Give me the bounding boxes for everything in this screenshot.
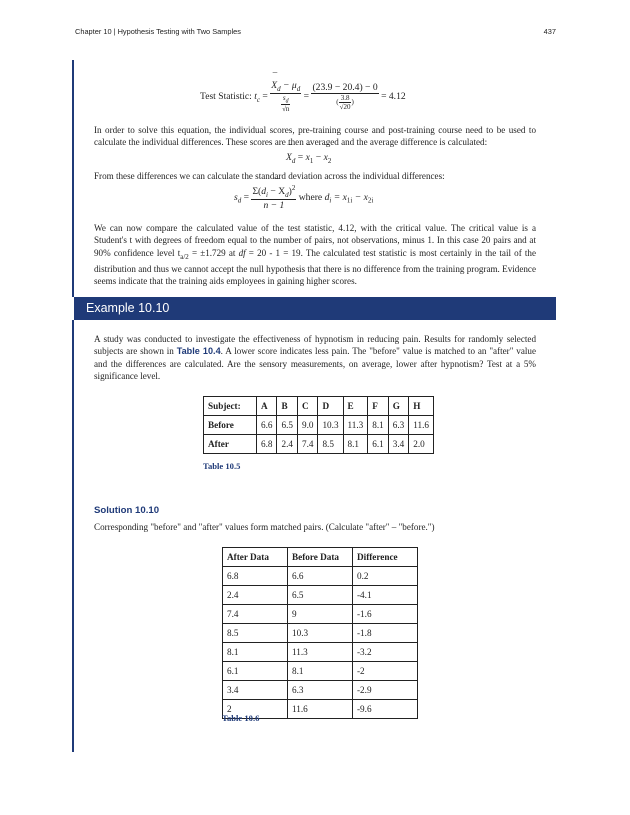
s-symbol: s [282, 93, 286, 102]
table-cell: 9 [288, 605, 353, 624]
test-statistic-equation [200, 80, 406, 113]
solution-text: Corresponding "before" and "after" values form matched pairs. (Calculate "after" – "before.") [94, 522, 435, 532]
table-cell: C [297, 397, 317, 416]
minus-xbar: ¯ − X [268, 186, 285, 197]
section-rule-bottom [72, 320, 74, 752]
table-cell: 6.5 [288, 586, 353, 605]
table-cell: 11.3 [343, 416, 368, 435]
table-cell: F [368, 397, 388, 416]
x2-sub: 2 [327, 156, 332, 165]
s-value: 3.8 [339, 94, 352, 103]
mu-term: − μ [283, 80, 297, 91]
table-cell: -9.6 [353, 700, 418, 719]
squared: 2 [291, 184, 296, 192]
conclusion-part-2: = ±1.729 at [188, 247, 239, 258]
table-cell: 6.3 [288, 681, 353, 700]
table-cell: 6.6 [288, 567, 353, 586]
xbar-sub: d [285, 191, 289, 200]
x1-symbol: ¯ x [306, 152, 310, 163]
x1i-sub: 1i [346, 196, 353, 205]
table-cell: D [318, 397, 343, 416]
t-symbol: t [254, 90, 257, 102]
table-cell: E [343, 397, 368, 416]
calc-numerator: (23.9 − 20.4) − 0 [312, 82, 378, 94]
table-cell: 10.3 [318, 416, 343, 435]
d-subscript: d [277, 84, 281, 93]
table-cell: 8.5 [223, 624, 288, 643]
table-row [204, 416, 434, 435]
example-banner: Example 10.10 [74, 297, 556, 320]
test-statistic-label: Test Statistic: [200, 90, 252, 102]
table-cell: H [409, 397, 434, 416]
table-cell: 3.4 [388, 435, 408, 454]
conclusion-part-1: We can now compare the calculated value of the test statistic, 4.12, with the critical value. The critical value is a Student's t with degrees of freedom equal to the number of pairs, not observations, minus 1. In this case 20 pairs and at 90% confidence level t [94, 223, 536, 258]
equals-sign-2: = [303, 90, 310, 102]
table-cell: 6.1 [223, 662, 288, 681]
table-cell: 7.4 [223, 605, 288, 624]
d-i-sub: i [329, 196, 332, 205]
table-row [223, 548, 418, 567]
table-row [223, 567, 418, 586]
table-row [204, 397, 434, 416]
table-10-6-caption: Table 10.6 [222, 713, 260, 723]
df-symbol: df [238, 247, 246, 258]
table-cell: -2 [353, 662, 418, 681]
table-cell: -4.1 [353, 586, 418, 605]
d-i-symbol: d [324, 191, 330, 203]
x1i-symbol: = x [333, 191, 347, 203]
symbolic-fraction [270, 80, 301, 113]
sd-symbol: s [234, 191, 238, 203]
section-rule-top [72, 60, 74, 297]
table-cell: 6.6 [257, 416, 277, 435]
t-alpha-subscript: a/2 [180, 252, 189, 261]
sd-eq-sign: = [243, 191, 250, 203]
solution-title: Solution 10.10 [94, 505, 160, 516]
table-cell: 2 [223, 700, 288, 719]
table-header-cell: Before Data [288, 548, 353, 567]
table-cell: 6.1 [368, 435, 388, 454]
example-text-part-1: A study was conducted to investigate the effectiveness of hypnotism in reducing pain. Results for randomly selected subjects are shown in [94, 334, 536, 357]
xbar-d-symbol: ¯ X [286, 152, 292, 163]
table-cell: 7.4 [297, 435, 317, 454]
di-symbol: d [261, 186, 267, 198]
mean-minus: − [315, 152, 322, 163]
sigma-open: Σ( [252, 186, 262, 198]
table-cell: 6.5 [277, 416, 297, 435]
table-cell: B [277, 397, 297, 416]
paragraph-standard-deviation: From these differences we can calculate the standard deviation across the individual differences: [94, 171, 445, 181]
table-cell: 11.6 [288, 700, 353, 719]
table-cell: G [388, 397, 408, 416]
table-header-cell: Difference [353, 548, 418, 567]
table-row [223, 605, 418, 624]
table-row [223, 643, 418, 662]
table-cell: -1.6 [353, 605, 418, 624]
example-text-part-2: . A lower score indicates less pain. The "before" value is matched to an "after" value and the differences are calculated. Are the sensory measurements, on average, lower after hypnotism? Test at a 5% significance level. [94, 346, 536, 382]
table-cell: 11.3 [288, 643, 353, 662]
table-cell: 8.1 [223, 643, 288, 662]
paragraph-conclusion [94, 222, 536, 288]
table-cell: A [257, 397, 277, 416]
table-cell: -2.9 [353, 681, 418, 700]
table-row [223, 681, 418, 700]
table-cell: 10.3 [288, 624, 353, 643]
table-header-cell: After Data [223, 548, 288, 567]
table-cell: 8.5 [318, 435, 343, 454]
table-cell: Before [204, 416, 257, 435]
table-cell: 8.1 [368, 416, 388, 435]
table-cell: 2.4 [277, 435, 297, 454]
differences-table [222, 547, 418, 719]
root-20: √20 [339, 103, 351, 112]
sigma-close: ) [288, 186, 292, 198]
x1-sub: 1 [309, 156, 314, 165]
table-cell: 11.6 [409, 416, 434, 435]
paragraph-individual-differences: In order to solve this equation, the individual scores, pre-training course and post-training course need to be used to calculate the individual differences. These scores are then averaged and the average difference is calculated: [94, 125, 536, 148]
sd-sub: d [237, 196, 242, 205]
page-number: 437 [543, 27, 556, 36]
table-cell: 3.4 [223, 681, 288, 700]
table-row [223, 662, 418, 681]
table-cell: 6.8 [257, 435, 277, 454]
numeric-fraction: (23.9 − 20.4) − 0 ( $\frac{3.8}{√20}$ ) [312, 82, 378, 112]
d-sub-mean: d [291, 156, 296, 165]
table-cell: 6.8 [223, 567, 288, 586]
mu-subscript: d [296, 84, 301, 93]
table-cell: 8.1 [288, 662, 353, 681]
where-word: where [298, 191, 323, 203]
table-cell: 2.4 [223, 586, 288, 605]
di-sub: i [266, 191, 268, 200]
table-10-5-caption: Table 10.5 [203, 461, 241, 471]
x2i-symbol: − x [352, 191, 368, 203]
test-statistic-result: = 4.12 [381, 90, 406, 102]
table-cell: 2.0 [409, 435, 434, 454]
table-row [204, 435, 434, 454]
sd-fraction [251, 184, 296, 211]
mean-difference-equation [286, 152, 331, 165]
c-subscript: c [256, 95, 261, 104]
x2-symbol: ¯ x [324, 152, 328, 163]
table-cell: 9.0 [297, 416, 317, 435]
chapter-header: Chapter 10 | Hypothesis Testing with Two Samples [75, 27, 241, 36]
table-row [223, 624, 418, 643]
table-cell: 0.2 [353, 567, 418, 586]
x2i-sub: 2i [367, 196, 374, 205]
table-cell: -3.2 [353, 643, 418, 662]
table-10-4-link[interactable]: Table 10.4 [176, 346, 221, 357]
equals-sign: = [262, 90, 268, 102]
conclusion-part-3: = 20 - 1 = 19. The calculated test statistic is most certainly in the tail of the distribution and thus we cannot accept the null hypothesis that there is no difference from the training program. Evidence seems indicate that the training aids employees in gaining higher scores. [94, 247, 537, 287]
table-row [223, 586, 418, 605]
s-subscript: d [285, 98, 289, 105]
mean-eq-sign: = [297, 152, 304, 163]
table-cell: -1.8 [353, 624, 418, 643]
table-cell: 6.3 [388, 416, 408, 435]
example-text [94, 333, 536, 383]
root-n: √n [282, 105, 290, 114]
subjects-table [203, 396, 434, 454]
sd-denominator: n − 1 [263, 200, 285, 212]
xbar-symbol: ¯ X [271, 80, 277, 91]
table-cell: After [204, 435, 257, 454]
table-cell: 8.1 [343, 435, 368, 454]
table-cell: Subject: [204, 397, 257, 416]
std-dev-equation [234, 184, 373, 211]
